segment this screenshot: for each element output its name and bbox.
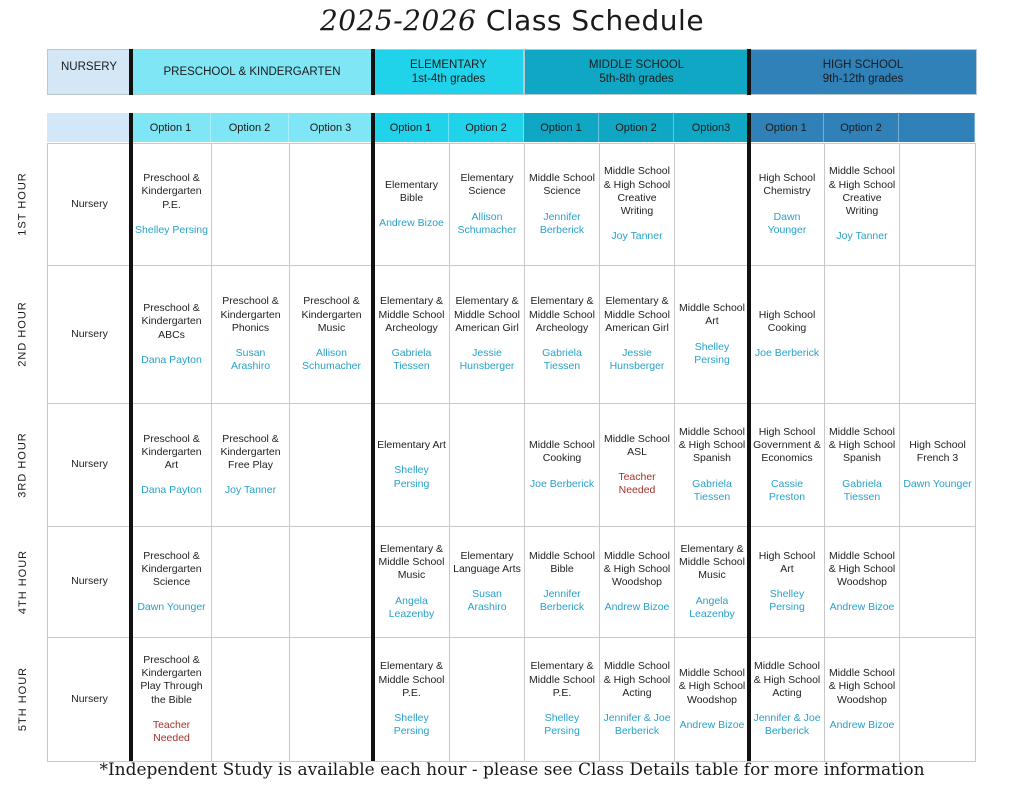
teacher-name: Gabriela Tiessen [692,477,732,503]
section-name: ELEMENTARY [410,59,487,71]
section-divider [371,113,375,761]
class-cell [132,266,212,404]
option-header: Option 1 [524,113,599,142]
class-name: Elementary & Middle School American Girl [454,295,520,334]
teacher-name: Teacher Needed [618,471,656,497]
nursery-cell [48,527,132,638]
teacher-name: Shelley Persing [544,712,580,738]
teacher-name: Angela Leazenby [388,594,435,620]
section-grades: 9th-12th grades [822,73,904,85]
class-cell [750,144,825,266]
teacher-name: Cassie Preston [768,477,806,503]
class-cell [290,638,374,762]
teacher-name: Joy Tanner [836,230,888,243]
option-header: Option 2 [211,113,289,142]
teacher-name: Susan Arashiro [230,347,271,373]
teacher-name: Angela Leazenby [689,594,735,620]
class-name: Preschool & Kindergarten Art [141,432,202,471]
hour-label-text: 2ND HOUR [17,301,30,367]
class-cell [290,404,374,527]
class-name: Elementary & Middle School Archeology [529,295,595,334]
class-cell [374,144,450,266]
option-header: Option 3 [289,113,373,142]
hour-label-text: 5TH HOUR [17,666,30,732]
section-divider [371,49,375,95]
page-title [0,4,1024,37]
class-name: High School Art [758,549,816,575]
schedule-row [48,404,976,527]
class-cell [212,144,290,266]
teacher-name: Joe Berberick [754,347,820,360]
teacher-name: Susan Arashiro [467,588,507,614]
option-header: Option 2 [599,113,674,142]
section-name: PRESCHOOL & KINDERGARTEN [163,66,341,78]
class-name: Nursery [71,327,108,340]
class-cell [675,266,750,404]
class-cell [600,527,675,638]
class-cell [600,266,675,404]
schedule-row [48,266,976,404]
class-cell [132,527,212,638]
class-name: Elementary & Middle School Music [378,542,445,582]
teacher-name: Shelley Persing [393,712,430,738]
schedule-row [48,638,976,762]
class-cell [900,266,976,404]
class-name: Preschool & Kindergarten Free Play [220,432,281,471]
class-cell [675,404,750,527]
class-cell [450,638,525,762]
section-name: NURSERY [60,61,118,73]
option-header: Option 1 [749,113,824,142]
class-name: Preschool & Kindergarten Science [141,549,202,588]
class-name: Preschool & Kindergarten Phonics [220,295,281,334]
class-cell [132,404,212,527]
class-cell [132,638,212,762]
teacher-name: Andrew Bizoe [829,601,895,614]
title-text: Class Schedule [485,4,705,37]
class-cell [450,266,525,404]
class-name: Middle School & High School Woodshop [603,549,671,588]
option-header: Option 1 [373,113,449,142]
class-cell [132,144,212,266]
class-name: Middle School & High School Woodshop [828,549,896,588]
class-cell [675,638,750,762]
option-header: Option 2 [824,113,899,142]
teacher-name: Gabriela Tiessen [542,347,582,373]
class-cell [525,404,600,527]
class-name: Nursery [71,692,108,705]
class-name: High School Cooking [758,308,816,334]
teacher-name: Andrew Bizoe [379,217,444,230]
teacher-name: Andrew Bizoe [604,601,670,614]
hour-label [8,637,38,761]
hour-label-text: 1ST HOUR [17,172,30,236]
section-grades: 1st-4th grades [411,73,486,85]
class-name: Nursery [71,197,108,210]
teacher-name: Shelley Persing [393,464,430,490]
class-name: Preschool & Kindergarten P.E. [141,172,202,211]
class-name: Elementary Bible [384,178,439,204]
class-cell [290,266,374,404]
class-name: Middle School Science [529,172,595,198]
class-name: Preschool & Kindergarten Music [301,295,362,334]
nursery-cell [48,638,132,762]
class-cell [374,638,450,762]
class-cell [600,144,675,266]
class-cell [212,404,290,527]
class-name: Elementary & Middle School American Girl [604,295,670,334]
teacher-name: Andrew Bizoe [679,718,745,731]
teacher-name: Joy Tanner [224,484,277,497]
class-name: Middle School & High School Creative Writing [828,165,896,218]
class-cell [525,638,600,762]
class-cell [374,404,450,527]
class-cell [825,144,900,266]
class-cell [450,527,525,638]
class-cell [825,404,900,527]
class-name: Elementary Art [377,439,446,452]
teacher-name: Jennifer & Joe Berberick [753,712,821,738]
teacher-name: Jessie Hunsberger [609,347,665,373]
hour-label [8,403,38,526]
section-grades: 5th-8th grades [599,73,674,85]
teacher-name: Joy Tanner [611,230,663,243]
teacher-name: Jennifer & Joe Berberick [603,712,671,738]
class-name: Middle School & High School Acting [753,660,821,699]
class-cell [900,638,976,762]
option-header: Option 1 [131,113,211,142]
class-cell [212,266,290,404]
hour-label [8,143,38,265]
nursery-cell [48,144,132,266]
teacher-name: Dawn Younger [903,477,972,490]
option-header [47,113,131,142]
class-cell [290,527,374,638]
class-name: Elementary & Middle School P.E. [529,660,595,699]
class-name: Middle School ASL [604,432,670,458]
schedule-row [48,144,976,266]
teacher-name: Shelley Persing [135,223,208,236]
class-name: Elementary & Middle School P.E. [378,660,445,699]
teacher-name: Allison Schumacher [302,347,361,373]
footer-note: *Independent Study is available each hour - please see Class Details table for more information [99,760,925,780]
class-cell [212,638,290,762]
class-name: Elementary & Middle School Music [679,542,745,582]
teacher-name: Dana Payton [141,353,202,366]
class-cell [825,527,900,638]
class-name: Middle School Art [679,302,745,328]
section-header-nursery [47,49,131,95]
class-cell [750,638,825,762]
section-name: HIGH SCHOOL [822,59,904,71]
class-name: Middle School & High School Woodshop [678,667,746,706]
option-header: Option3 [674,113,749,142]
teacher-name: Dawn Younger [137,601,206,614]
class-cell [525,144,600,266]
teacher-name: Allison Schumacher [457,210,517,236]
nursery-cell [48,266,132,404]
class-name: Middle School & High School Spanish [828,425,896,465]
teacher-name: Shelley Persing [694,340,730,366]
teacher-name: Andrew Bizoe [829,718,895,731]
schedule-row [48,527,976,638]
class-cell [750,266,825,404]
class-name: High School Chemistry [758,172,816,198]
class-name: Middle School Bible [529,549,595,575]
section-name: MIDDLE SCHOOL [588,59,685,71]
class-cell [825,638,900,762]
teacher-name: Jessie Hunsberger [459,347,515,373]
class-cell [450,144,525,266]
hour-label-text: 4TH HOUR [17,549,30,614]
class-cell [374,266,450,404]
class-name: Middle School & High School Woodshop [828,667,896,706]
teacher-name: Dana Payton [141,484,202,497]
class-cell [212,527,290,638]
section-divider [747,113,751,761]
class-cell [750,404,825,527]
section-header-preschool [131,49,373,95]
section-divider [129,113,133,761]
class-cell [675,527,750,638]
class-name: Middle School Cooking [529,439,595,465]
section-header-high [749,49,977,95]
class-name: Nursery [71,575,108,588]
class-name: Elementary & Middle School Archeology [378,295,445,334]
class-cell [825,266,900,404]
class-cell [900,144,976,266]
hour-label [8,265,38,403]
section-divider [129,49,133,95]
teacher-name: Jennifer Berberick [539,588,585,614]
class-cell [450,404,525,527]
hour-label [8,526,38,637]
class-cell [600,638,675,762]
class-name: Preschool & Kindergarten Play Through the Bible [140,653,203,706]
class-cell [600,404,675,527]
teacher-name: Gabriela Tiessen [842,477,882,503]
class-name: Elementary Science [460,172,514,198]
class-cell [900,527,976,638]
class-name: Preschool & Kindergarten ABCs [141,302,202,341]
teacher-name: Shelley Persing [769,588,805,614]
option-header [899,113,975,142]
class-cell [525,266,600,404]
schedule-table [47,143,976,762]
class-cell [750,527,825,638]
section-header-elementary [373,49,524,95]
class-cell [525,527,600,638]
teacher-name: Joe Berberick [529,477,595,490]
section-divider [747,49,751,95]
class-name: Middle School & High School Acting [603,660,671,699]
class-name: High School French 3 [909,439,966,465]
class-cell [290,144,374,266]
class-cell [675,144,750,266]
class-name: High School Government & Economics [753,425,821,465]
class-name: Nursery [71,458,108,471]
class-name: Elementary Language Arts [453,549,521,575]
class-name: Middle School & High School Creative Writing [603,165,671,218]
teacher-name: Teacher Needed [152,718,191,744]
section-header-middle [524,49,749,95]
title-year: 2025-2026 [319,4,477,37]
teacher-name: Jennifer Berberick [539,210,585,236]
class-cell [374,527,450,638]
option-header: Option 2 [449,113,524,142]
teacher-name: Gabriela Tiessen [391,347,432,373]
class-cell [900,404,976,527]
nursery-cell [48,404,132,527]
class-name: Middle School & High School Spanish [678,425,746,465]
hour-label-text: 3RD HOUR [17,431,30,498]
teacher-name: Dawn Younger [767,210,807,236]
